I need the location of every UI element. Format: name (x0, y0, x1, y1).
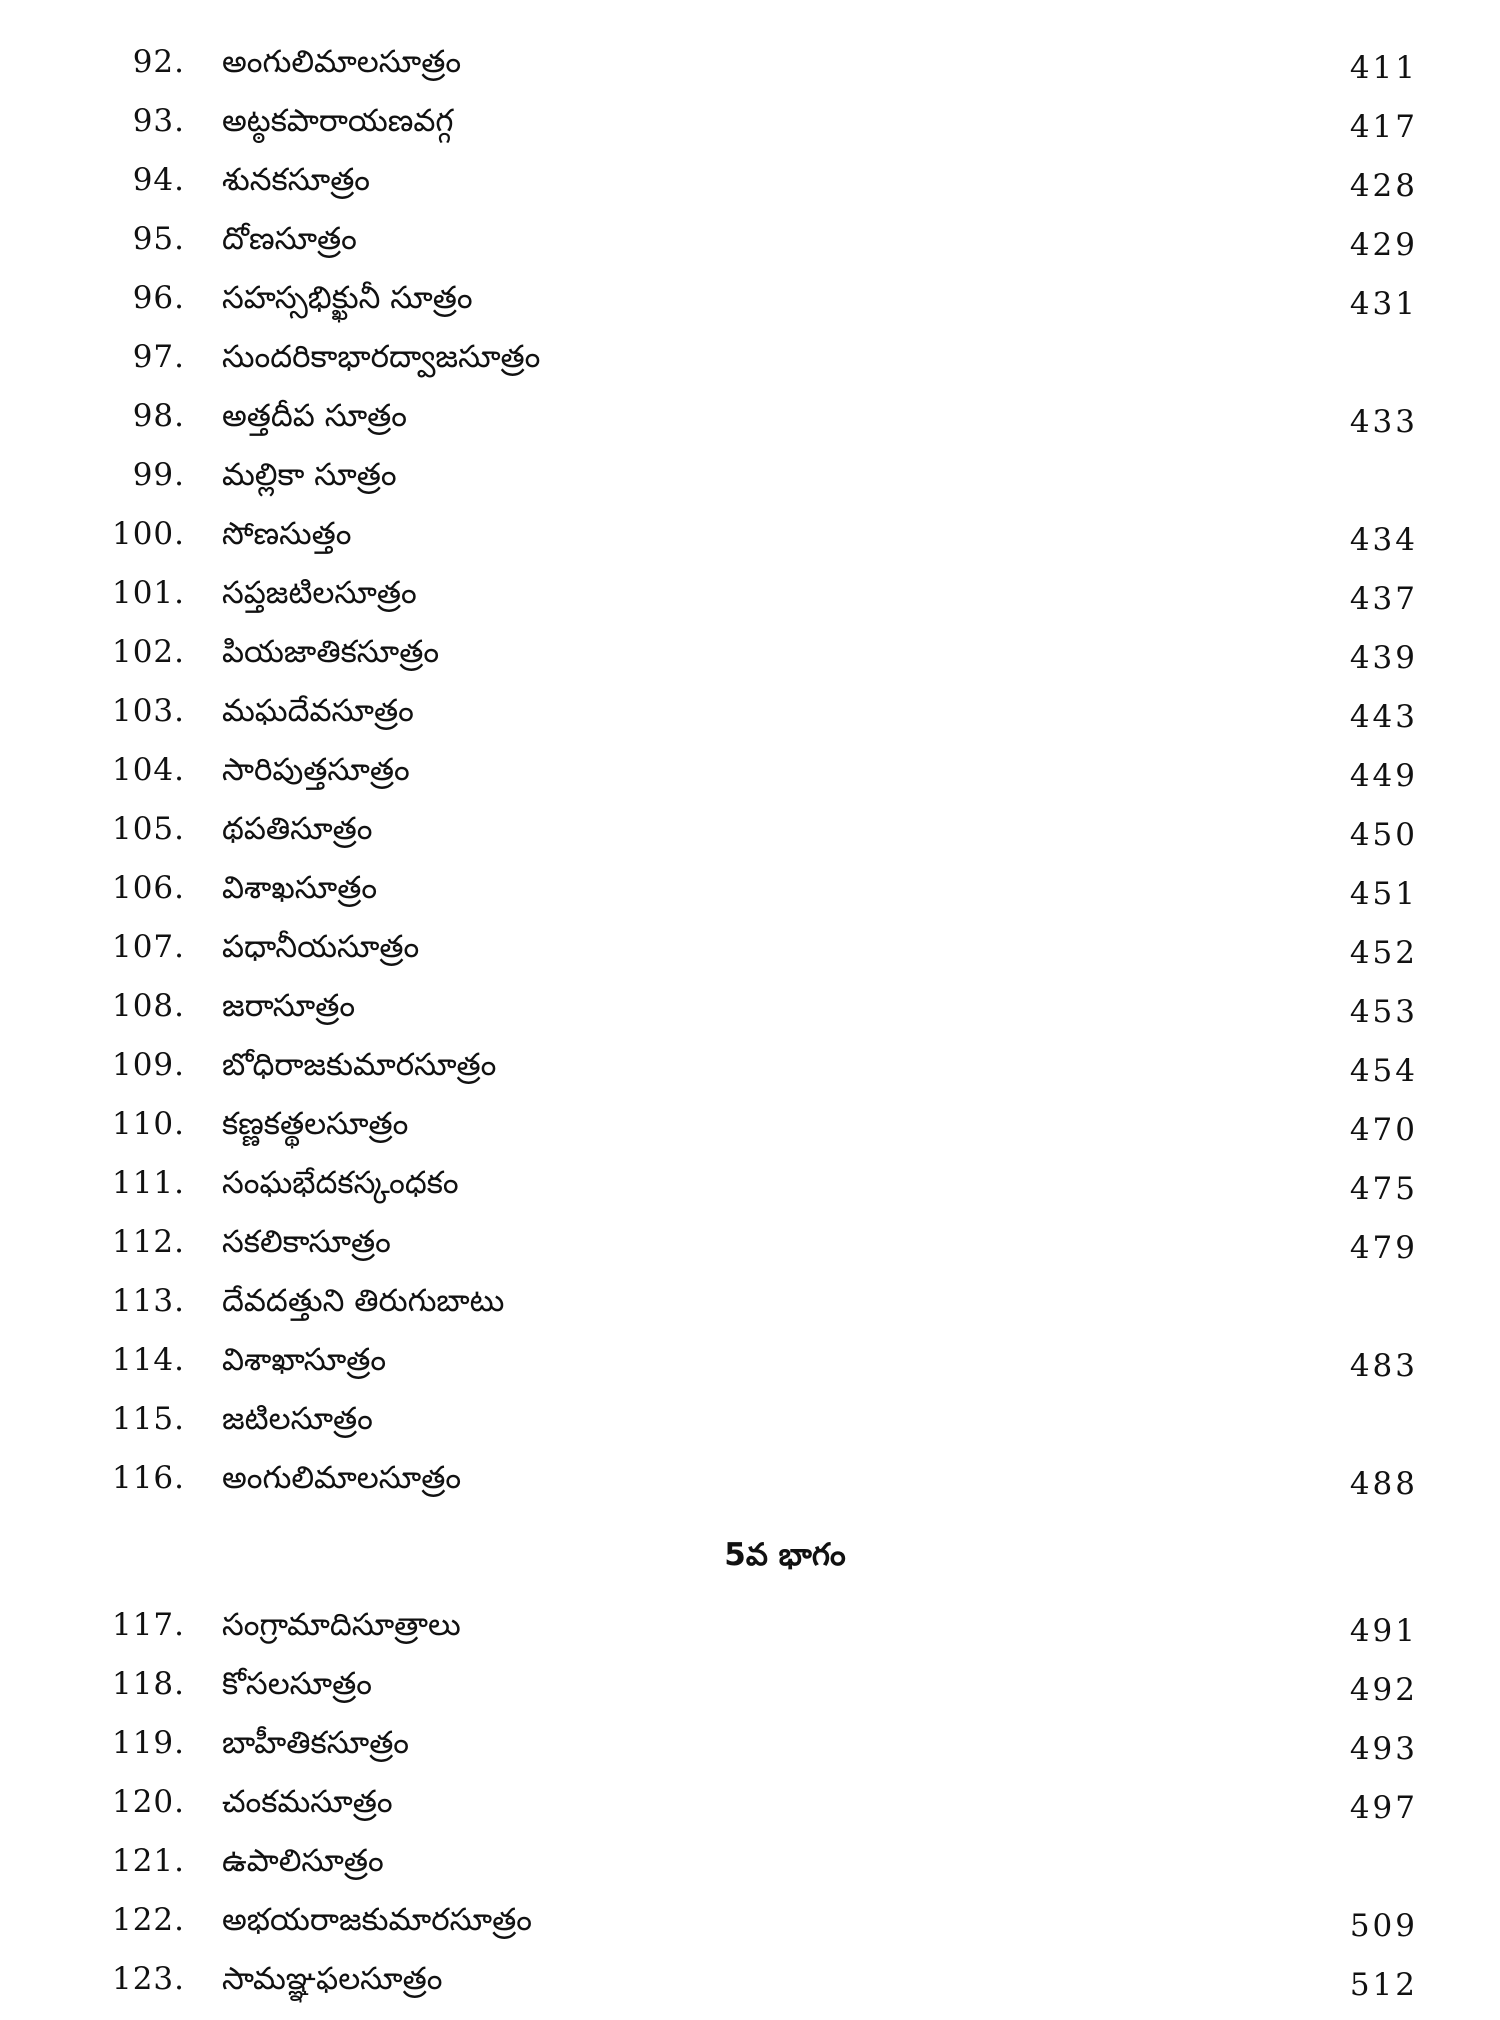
toc-entry (0, 339, 1500, 398)
toc-entry-page-number: 491 (1349, 1613, 1418, 1649)
toc-entry-title: సుందరికాభారద్వాజసూత్రం (222, 339, 541, 375)
toc-entry-page-number: 492 (1349, 1672, 1418, 1708)
toc-entry-page-number: 437 (1349, 581, 1418, 617)
toc-entry-title: సహస్సభిక్ఖునీ సూత్రం (222, 280, 473, 316)
toc-entry-title: మఘదేవసూత్రం (222, 693, 414, 729)
toc-entry (0, 457, 1500, 516)
toc-entry-page-number: 431 (1349, 286, 1418, 322)
toc-entry-page-number: 429 (1349, 227, 1418, 263)
toc-entry-title: దేవదత్తుని తిరుగుబాటు (222, 1283, 505, 1319)
toc-entry (0, 398, 1500, 457)
toc-entry (0, 1165, 1500, 1224)
toc-entry-title: సంఘభేదకస్కంధకం (222, 1165, 459, 1201)
toc-entry (0, 1725, 1500, 1784)
toc-entry-page-number: 451 (1349, 876, 1418, 912)
toc-entry-number: 95. (132, 221, 185, 257)
toc-entry (0, 870, 1500, 929)
toc-entry-number: 100. (111, 516, 185, 552)
toc-entry-title: థపతిసూత్రం (222, 811, 373, 847)
toc-entry-number: 102. (111, 634, 185, 670)
toc-entry-title: ఉపాలిసూత్రం (222, 1843, 384, 1879)
toc-entry (0, 1961, 1500, 2020)
toc-entry-title: విశాఖాసూత్రం (222, 1342, 387, 1378)
toc-entry-title: సోణసుత్తం (222, 516, 352, 552)
toc-entry-title: జరాసూత్రం (222, 988, 356, 1024)
toc-entry-number: 109. (111, 1047, 185, 1083)
toc-entry-title: కణ్ణకత్థలసూత్రం (222, 1106, 409, 1142)
toc-entry-page-number: 483 (1349, 1348, 1418, 1384)
toc-entry-title: సామఞ్ఞఫలసూత్రం (222, 1961, 443, 1997)
toc-entry (0, 1902, 1500, 1961)
toc-entry-title: అంగులిమాలసూత్రం (222, 1460, 462, 1496)
toc-entry (0, 693, 1500, 752)
toc-entry-title: సారిపుత్తసూత్రం (222, 752, 410, 788)
toc-entry (0, 280, 1500, 339)
toc-entry-page-number: 488 (1349, 1466, 1418, 1502)
toc-entry (0, 103, 1500, 162)
toc-entry (0, 1843, 1500, 1902)
toc-entry-title: కోసలసూత్రం (222, 1666, 372, 1702)
toc-entry (0, 811, 1500, 870)
toc-entry (0, 634, 1500, 693)
toc-entry-title: దోణసూత్రం (222, 221, 357, 257)
toc-entry-number: 122. (111, 1902, 185, 1938)
toc-entry-page-number: 411 (1349, 50, 1418, 86)
toc-entry-title: అట్ఠకపారాయణవగ్గ (222, 103, 454, 139)
toc-entry-page-number: 433 (1349, 404, 1418, 440)
toc-entry-number: 118. (111, 1666, 185, 1702)
toc-entry (0, 988, 1500, 1047)
toc-entry-title: సంగ్రామాదిసూత్రాలు (222, 1607, 461, 1643)
toc-entry-title: చంకమసూత్రం (222, 1784, 393, 1820)
toc-entry-number: 99. (132, 457, 185, 493)
toc-entry-number: 123. (111, 1961, 185, 1997)
toc-entry (0, 516, 1500, 575)
toc-entry-page-number: 509 (1349, 1908, 1418, 1944)
toc-entry-number: 121. (111, 1843, 185, 1879)
toc-entry-title: విశాఖసూత్రం (222, 870, 378, 906)
toc-entry-title: అత్తదీప సూత్రం (222, 398, 408, 434)
toc-entry (0, 929, 1500, 988)
toc-list-part4 (0, 44, 1500, 1519)
toc-entry-number: 92. (132, 44, 185, 80)
toc-entry-page-number: 450 (1349, 817, 1418, 853)
toc-entry (0, 1784, 1500, 1843)
toc-entry-number: 111. (111, 1165, 185, 1201)
toc-entry-page-number: 449 (1349, 758, 1418, 794)
toc-entry-title: అభయరాజకుమారసూత్రం (222, 1902, 532, 1938)
toc-entry-page-number: 453 (1349, 994, 1418, 1030)
section-heading-text: 5వ భాగం (724, 1537, 846, 1573)
toc-entry-page-number: 452 (1349, 935, 1418, 971)
toc-entry-number: 114. (111, 1342, 185, 1378)
toc-entry-page-number: 439 (1349, 640, 1418, 676)
toc-entry (0, 221, 1500, 280)
toc-entry-number: 120. (111, 1784, 185, 1820)
toc-entry (0, 1666, 1500, 1725)
toc-entry-number: 108. (111, 988, 185, 1024)
toc-entry-title: పియజాతికసూత్రం (222, 634, 440, 670)
toc-entry-number: 98. (132, 398, 185, 434)
toc-entry-number: 94. (132, 162, 185, 198)
toc-entry (0, 752, 1500, 811)
toc-entry-page-number: 512 (1349, 1967, 1418, 2003)
toc-entry-number: 112. (111, 1224, 185, 1260)
toc-entry-title: బోధిరాజకుమారసూత్రం (222, 1047, 497, 1083)
toc-entry-page-number: 497 (1349, 1790, 1418, 1826)
toc-entry-title: సకలికాసూత్రం (222, 1224, 391, 1260)
toc-entry-number: 119. (111, 1725, 185, 1761)
toc-entry-title: బాహీతికసూత్రం (222, 1725, 410, 1761)
toc-entry (0, 1401, 1500, 1460)
toc-entry-page-number: 454 (1349, 1053, 1418, 1089)
toc-entry-number: 107. (111, 929, 185, 965)
toc-entry (0, 575, 1500, 634)
section-heading (0, 1537, 1500, 1580)
toc-entry-title: జటిలసూత్రం (222, 1401, 373, 1437)
toc-entry (0, 44, 1500, 103)
toc-entry (0, 1224, 1500, 1283)
toc-entry-title: మల్లికా సూత్రం (222, 457, 397, 493)
toc-entry (0, 1342, 1500, 1401)
toc-entry-title: శునకసూత్రం (222, 162, 371, 198)
toc-entry-page-number: 470 (1349, 1112, 1418, 1148)
toc-entry-page-number: 428 (1349, 168, 1418, 204)
toc-entry-page-number: 475 (1349, 1171, 1418, 1207)
toc-entry (0, 1607, 1500, 1666)
toc-entry-page-number: 479 (1349, 1230, 1418, 1266)
toc-entry (0, 1047, 1500, 1106)
toc-entry-number: 117. (111, 1607, 185, 1643)
toc-entry (0, 162, 1500, 221)
toc-entry (0, 1106, 1500, 1165)
toc-entry-page-number: 443 (1349, 699, 1418, 735)
toc-entry-number: 105. (111, 811, 185, 847)
toc-entry-number: 113. (111, 1283, 185, 1319)
toc-entry-title: సప్తజటిలసూత్రం (222, 575, 417, 611)
toc-entry-title: అంగులిమాలసూత్రం (222, 44, 462, 80)
toc-entry (0, 1460, 1500, 1519)
toc-entry-title: పధానీయసూత్రం (222, 929, 420, 965)
toc-entry-number: 115. (111, 1401, 185, 1437)
toc-entry-number: 110. (111, 1106, 185, 1142)
toc-entry-number: 97. (132, 339, 185, 375)
toc-entry-number: 104. (111, 752, 185, 788)
toc-entry-number: 116. (111, 1460, 185, 1496)
toc-entry-page-number: 493 (1349, 1731, 1418, 1767)
toc-entry-number: 93. (132, 103, 185, 139)
toc-entry-page-number: 417 (1349, 109, 1418, 145)
toc-entry-number: 96. (132, 280, 185, 316)
toc-list-part5 (0, 1607, 1500, 2020)
toc-entry-number: 103. (111, 693, 185, 729)
toc-entry-page-number: 434 (1349, 522, 1418, 558)
toc-entry (0, 1283, 1500, 1342)
toc-entry-number: 101. (111, 575, 185, 611)
toc-entry-number: 106. (111, 870, 185, 906)
